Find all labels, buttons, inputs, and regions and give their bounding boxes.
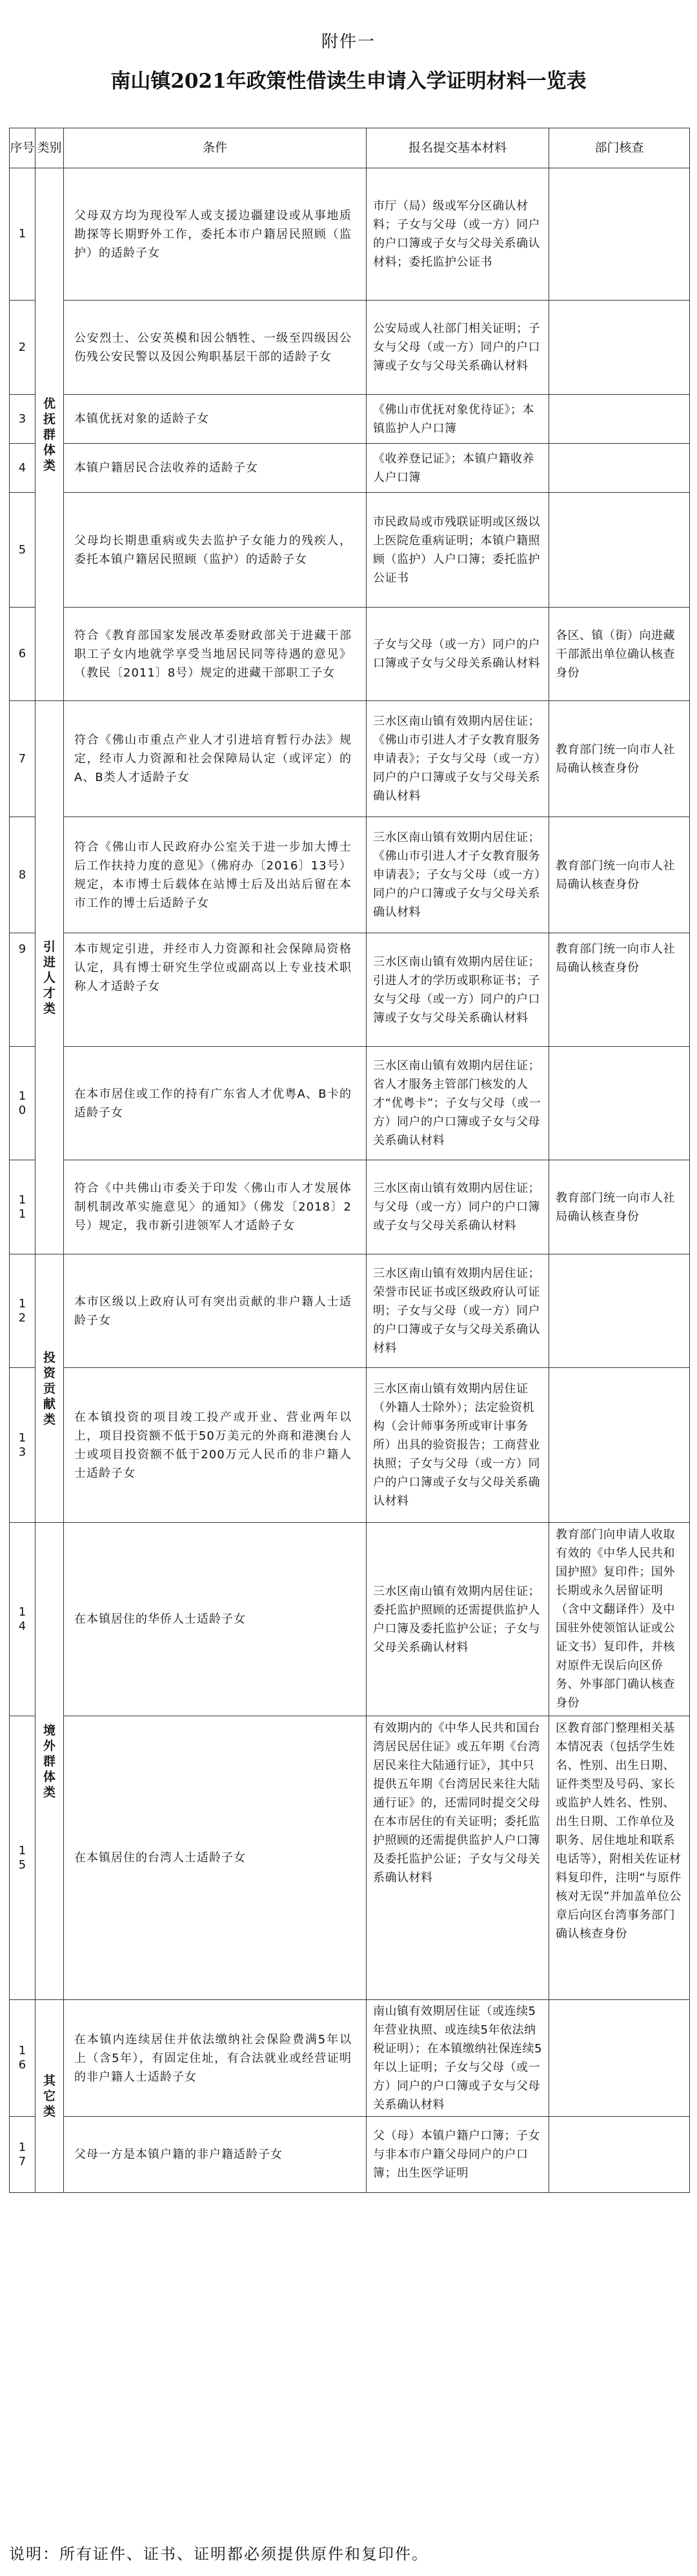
dept-cell: 区教育部门整理相关基本情况表（包括学生姓名、性别、出生日期、证件类型及号码、家长或监护人姓名、性别、出生日期、工作单位及职务、居住地址和联系电话等），附相关佐证材料复印件，注明“与原件核对无误”并加盖单位公章后向区台湾事务部门确认核查身份: [549, 1716, 690, 2000]
table-row: [10, 933, 690, 1047]
materials-cell: 三水区南山镇有效期内居住证；省人才服务主管部门核发的人才“优粤卡”；子女与父母（或一方）同户的户口簿或子女与父母关系确认材料: [367, 1047, 549, 1160]
dept-cell: [549, 1254, 690, 1368]
dept-cell: [549, 395, 690, 444]
table-row: [10, 1368, 690, 1523]
dept-cell: 各区、镇（街）向进藏干部派出单位确认核查身份: [549, 608, 690, 701]
table-row: [10, 1523, 690, 1716]
dept-cell: [549, 1047, 690, 1160]
condition-cell: 本镇优抚对象的适龄子女: [64, 395, 367, 444]
category-cell: 投 资 贡 献 类: [35, 1254, 64, 1523]
dept-cell: [549, 493, 690, 608]
dept-cell: [549, 444, 690, 493]
materials-table: [9, 128, 690, 2193]
dept-cell: [549, 2117, 690, 2193]
header-category: 类别: [35, 128, 64, 168]
table-row: [10, 395, 690, 444]
materials-cell: 父（母）本镇户籍户口簿；子女与非本市户籍父母同户的户口簿；出生医学证明: [367, 2117, 549, 2193]
materials-cell: 子女与父母（或一方）同户的户口簿或子女与父母关系确认材料: [367, 608, 549, 701]
materials-cell: 南山镇有效期居住证（或连续5年营业执照、或连续5年依法纳税证明）；在本镇缴纳社保连续5年以上证明；子女与父母（或一方）同户的户口簿或子女与父母关系确认材料: [367, 2000, 549, 2117]
row-number: 1 4: [10, 1523, 35, 1716]
condition-cell: 在本镇居住的台湾人士适龄子女: [64, 1716, 367, 2000]
table-row: [10, 301, 690, 395]
materials-cell: 三水区南山镇有效期内居住证；《佛山市引进人才子女教育服务申请表》；子女与父母（或一方）同户的户口簿或子女与父母关系确认材料: [367, 701, 549, 817]
category-cell: 引 进 人 才 类: [35, 701, 64, 1254]
row-number: 1 0: [10, 1047, 35, 1160]
condition-cell: 在本镇内连续居住并依法缴纳社会保险费满5年以上（含5年），有固定住址，有合法就业或经营证明的非户籍人士适龄子女: [64, 2000, 367, 2117]
materials-cell: 三水区南山镇有效期内居住证；《佛山市引进人才子女教育服务申请表》；子女与父母（或一方）同户的户口簿或子女与父母关系确认材料: [367, 817, 549, 933]
header-no: 序号: [10, 128, 35, 168]
table-row: [10, 1047, 690, 1160]
row-number: 1 2: [10, 1254, 35, 1368]
condition-cell: 父母均长期患重病或失去监护子女能力的残疾人，委托本镇户籍居民照顾（监护）的适龄子女: [64, 493, 367, 608]
footer-note: 说明：所有证件、证书、证明都必须提供原件和复印件。: [9, 2545, 429, 2563]
row-number: 2: [10, 301, 35, 395]
dept-cell: [549, 2000, 690, 2117]
row-number: 1: [10, 168, 35, 301]
materials-cell: 有效期内的《中华人民共和国台湾居民居住证》或五年期《台湾居民来往大陆通行证》，其中只提供五年期《台湾居民来往大陆通行证》的，还需同时提交父母在本市居住的有关证明；委托监护照顾的还需提供监护人户口簿及委托监护公证；子女与父母关系确认材料: [367, 1716, 549, 2000]
condition-cell: 符合《佛山市人民政府办公室关于进一步加大博士后工作扶持力度的意见》（佛府办〔2016〕13号）规定，本市博士后载体在站博士后及出站后留在本市工作的博士后适龄子女: [64, 817, 367, 933]
materials-cell: 三水区南山镇有效期内居住证；委托监护照顾的还需提供监护人户口簿及委托监护公证；子女与父母关系确认材料: [367, 1523, 549, 1716]
dept-cell: [549, 301, 690, 395]
table-row: [10, 168, 690, 301]
row-number: 5: [10, 493, 35, 608]
condition-cell: 本市规定引进，并经市人力资源和社会保障局资格认定，具有博士研究生学位或副高以上专业技术职称人才适龄子女: [64, 933, 367, 1047]
table-row: [10, 2117, 690, 2193]
table-row: [10, 1160, 690, 1254]
row-number: 1 1: [10, 1160, 35, 1254]
dept-cell: [549, 1368, 690, 1523]
table-row: [10, 608, 690, 701]
table-row: [10, 444, 690, 493]
condition-cell: 本市区级以上政府认可有突出贡献的非户籍人士适龄子女: [64, 1254, 367, 1368]
header-condition: 条件: [64, 128, 367, 168]
attachment-label: 附件一: [321, 32, 376, 52]
row-number: 1 3: [10, 1368, 35, 1523]
condition-cell: 本镇户籍居民合法收养的适龄子女: [64, 444, 367, 493]
condition-cell: 符合《中共佛山市委关于印发〈佛山市人才发展体制机制改革实施意见〉的通知》（佛发〔2018〕2号）规定，我市新引进领军人才适龄子女: [64, 1160, 367, 1254]
row-number: 6: [10, 608, 35, 701]
table-row: [10, 1716, 690, 2000]
materials-cell: 《收养登记证》；本镇户籍收养人户口簿: [367, 444, 549, 493]
row-number: 9: [10, 933, 35, 1047]
row-number: 7: [10, 701, 35, 817]
dept-cell: 教育部门统一向市人社局确认核查身份: [549, 1160, 690, 1254]
dept-cell: 教育部门统一向市人社局确认核查身份: [549, 701, 690, 817]
category-cell: 其 它 类: [35, 2000, 64, 2193]
dept-cell: 教育部门向申请人收取有效的《中华人民共和国护照》复印件；国外长期或永久居留证明（含中文翻译件）及中国驻外使领馆认证或公证文书）复印件，并核对原件无误后向区侨务、外事部门确认核查身份: [549, 1523, 690, 1716]
materials-cell: 三水区南山镇有效期内居住证；荣誉市民证书或区级政府认可证明；子女与父母（或一方）同户的户口簿或子女与父母关系确认材料: [367, 1254, 549, 1368]
condition-cell: 父母一方是本镇户籍的非户籍适龄子女: [64, 2117, 367, 2193]
condition-cell: 符合《佛山市重点产业人才引进培育暂行办法》规定，经市人力资源和社会保障局认定（或评定）的A、B类人才适龄子女: [64, 701, 367, 817]
table-header-row: [10, 128, 690, 168]
materials-cell: 三水区南山镇有效期内居住证；与父母（或一方）同户的户口簿或子女与父母关系确认材料: [367, 1160, 549, 1254]
materials-cell: 三水区南山镇有效期内居住证；引进人才的学历或职称证书；子女与父母（或一方）同户的户口簿或子女与父母关系确认材料: [367, 933, 549, 1047]
category-cell: 境 外 群 体 类: [35, 1523, 64, 2000]
table-row: [10, 701, 690, 817]
header-materials: 报名提交基本材料: [367, 128, 549, 168]
document-title: 南山镇2021年政策性借读生申请入学证明材料一览表: [110, 70, 587, 93]
condition-cell: 在本市居住或工作的持有广东省人才优粤A、B卡的适龄子女: [64, 1047, 367, 1160]
dept-cell: 教育部门统一向市人社局确认核查身份: [549, 817, 690, 933]
dept-cell: 教育部门统一向市人社局确认核查身份: [549, 933, 690, 1047]
condition-cell: 符合《教育部国家发展改革委财政部关于进藏干部职工子女内地就学享受当地居民同等待遇的意见》（教民〔2011〕8号）规定的进藏干部职工子女: [64, 608, 367, 701]
condition-cell: 在本镇居住的华侨人士适龄子女: [64, 1523, 367, 1716]
condition-cell: 父母双方均为现役军人或支援边疆建设或从事地质勘探等长期野外工作，委托本市户籍居民照顾（监护）的适龄子女: [64, 168, 367, 301]
materials-cell: 公安局或人社部门相关证明；子女与父母（或一方）同户的户口簿或子女与父母关系确认材料: [367, 301, 549, 395]
materials-cell: 三水区南山镇有效期内居住证（外籍人士除外）；法定验资机构（会计师事务所或审计事务所）出具的验资报告；工商营业执照；子女与父母（或一方）同户的户口簿或子女与父母关系确认材料: [367, 1368, 549, 1523]
category-cell: 优 抚 群 体 类: [35, 168, 64, 701]
dept-cell: [549, 168, 690, 301]
table-row: [10, 1254, 690, 1368]
row-number: 8: [10, 817, 35, 933]
materials-cell: 《佛山市优抚对象优待证》；本镇监护人户口簿: [367, 395, 549, 444]
condition-cell: 公安烈士、公安英模和因公牺牲、一级至四级因公伤残公安民警以及因公殉职基层干部的适龄子女: [64, 301, 367, 395]
row-number: 3: [10, 395, 35, 444]
table-row: [10, 817, 690, 933]
condition-cell: 在本镇投资的项目竣工投产或开业、营业两年以上，项目投资额不低于50万美元的外商和港澳台人士或项目投资额不低于200万元人民币的非户籍人士适龄子女: [64, 1368, 367, 1523]
materials-cell: 市厅（局）级或军分区确认材料；子女与父母（或一方）同户的户口簿或子女与父母关系确认材料；委托监护公证书: [367, 168, 549, 301]
table-row: [10, 493, 690, 608]
header-dept: 部门核查: [549, 128, 690, 168]
table-row: [10, 2000, 690, 2117]
materials-cell: 市民政局或市残联证明或区级以上医院危重病证明；本镇户籍照顾（监护）人户口簿；委托监护公证书: [367, 493, 549, 608]
row-number: 4: [10, 444, 35, 493]
row-number: 1 7: [10, 2117, 35, 2193]
row-number: 1 5: [10, 1716, 35, 2000]
row-number: 1 6: [10, 2000, 35, 2117]
